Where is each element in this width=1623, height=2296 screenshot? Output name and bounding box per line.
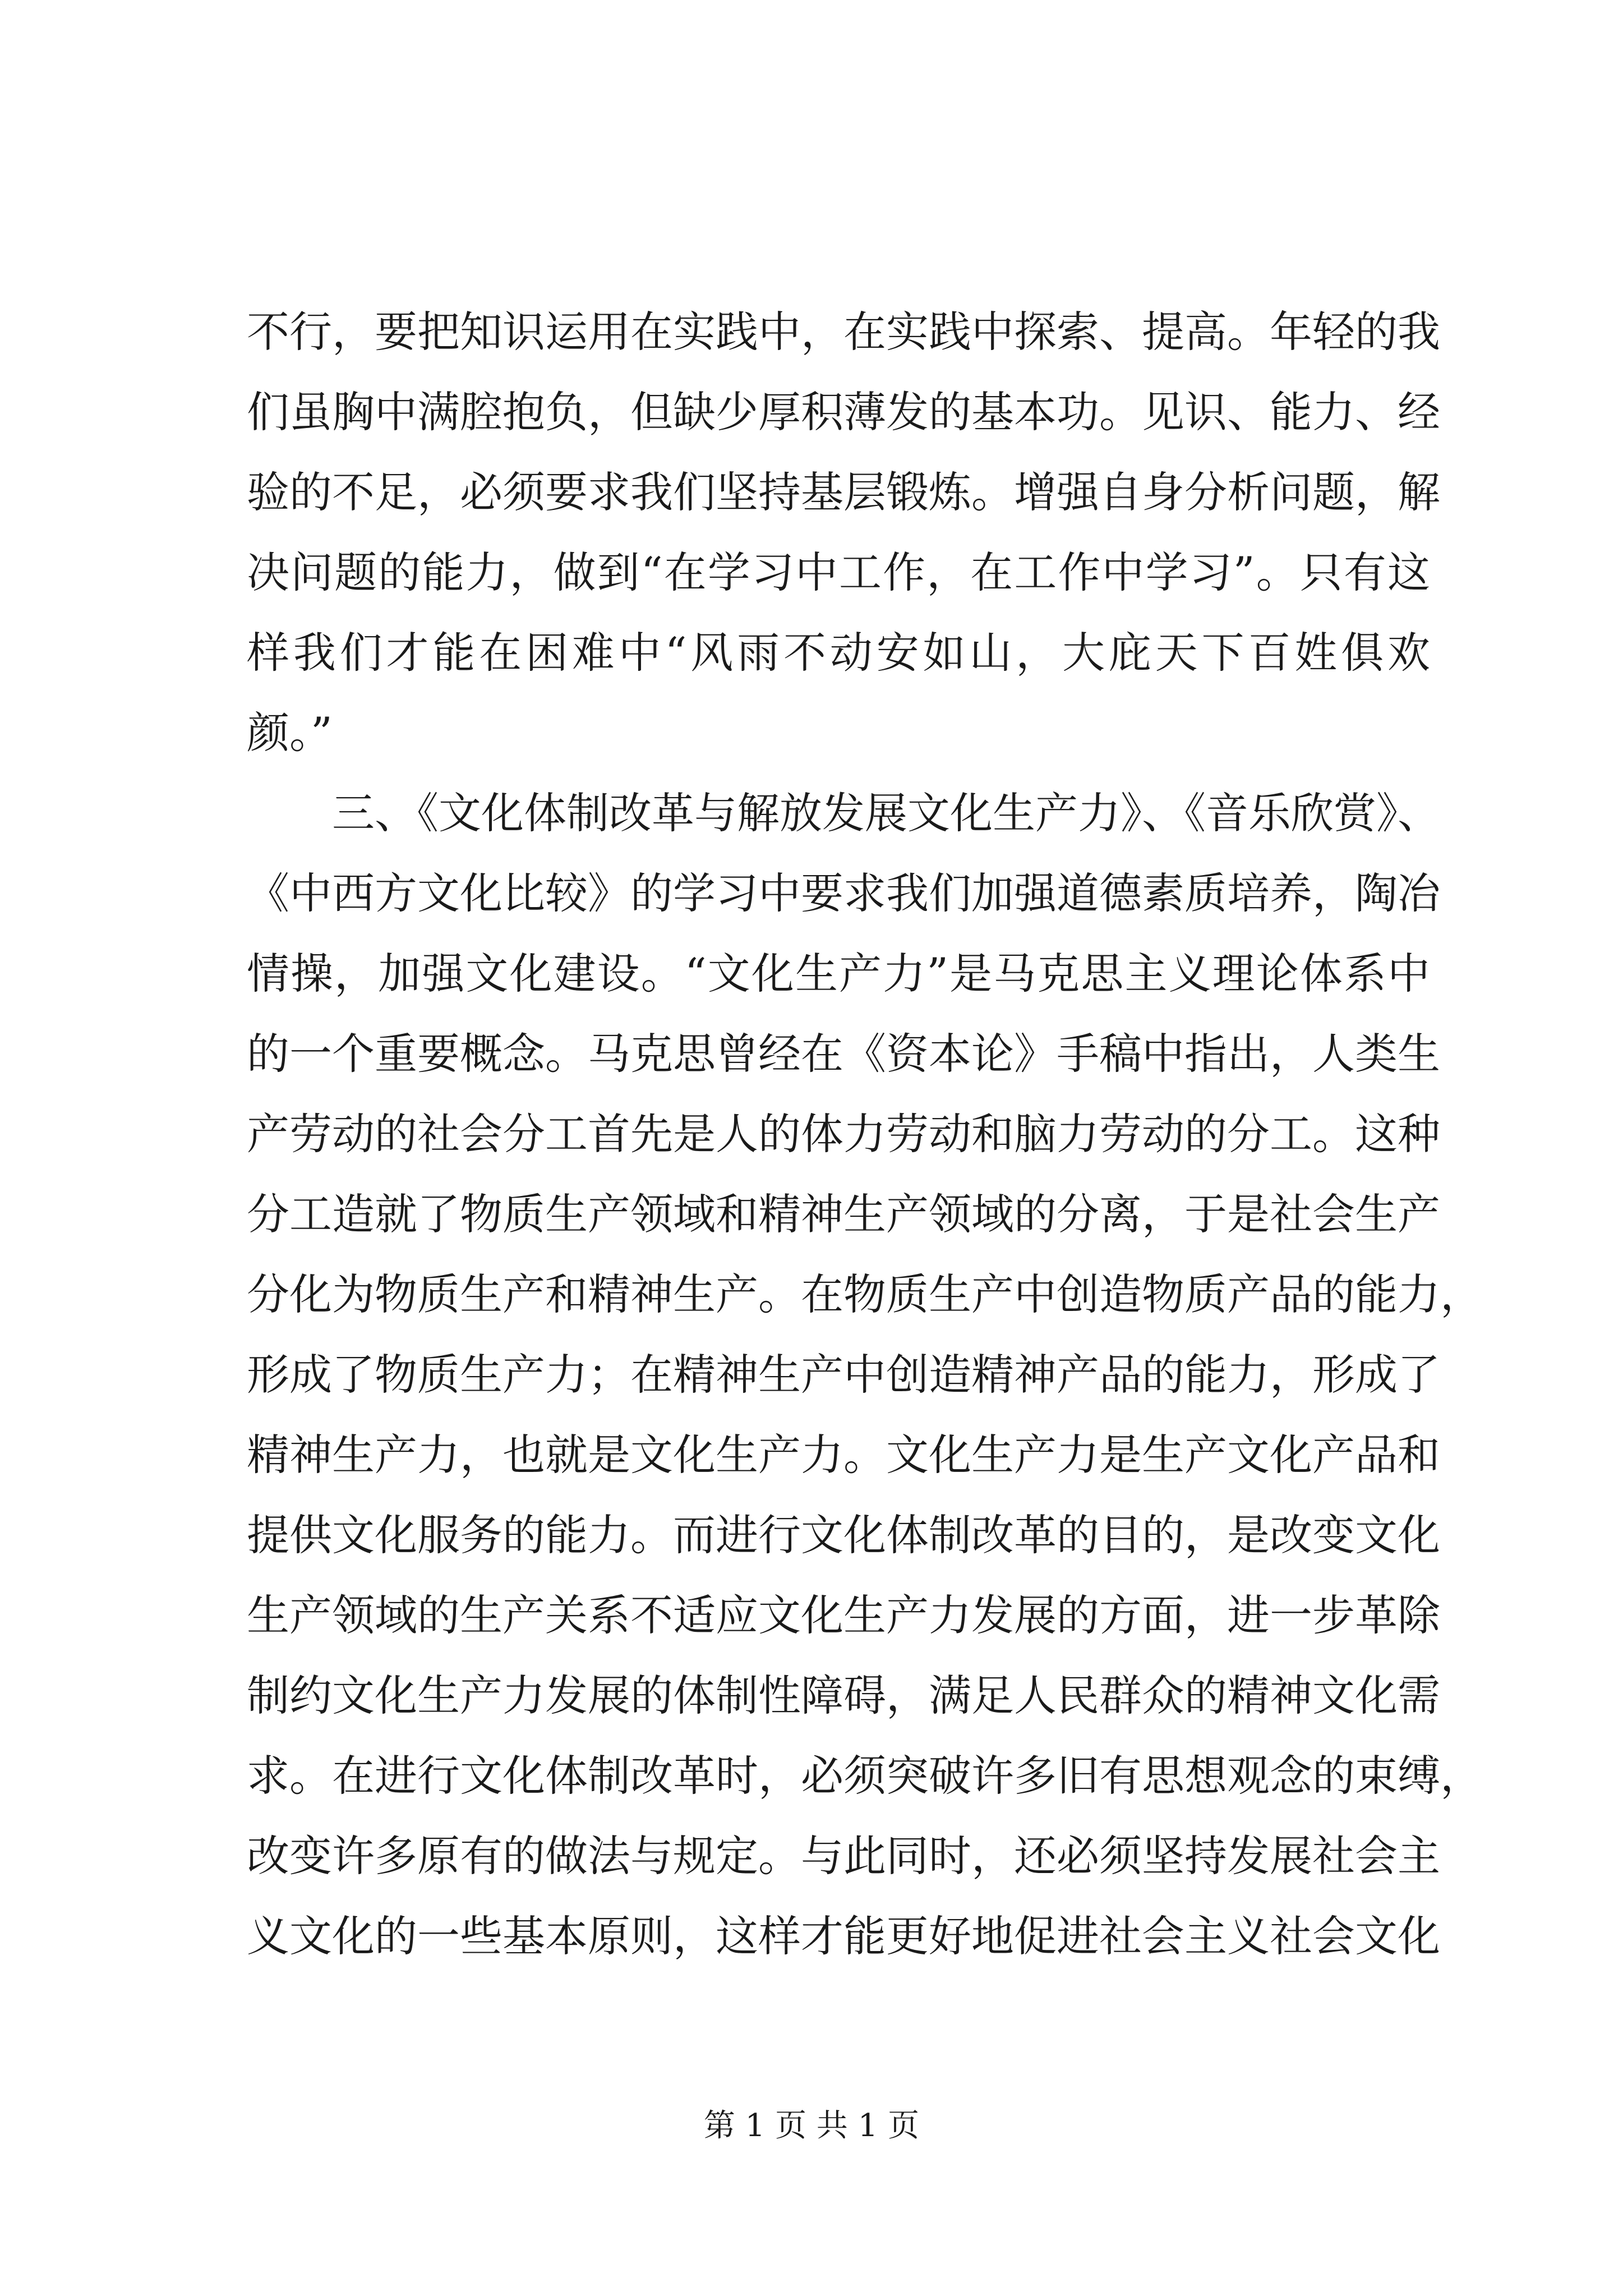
paragraph-2	[247, 773, 1483, 1976]
text-line: 验的不足，必须要求我们坚持基层锻炼。增强自身分析问题，解	[247, 467, 1440, 517]
text-line: 颜。”	[247, 708, 333, 758]
text-line: 求。在进行文化体制改革时，必须突破许多旧有思想观念的束缚，	[247, 1751, 1483, 1801]
text-line: 生产领域的生产关系不适应文化生产力发展的方面，进一步革除	[247, 1590, 1440, 1640]
text-line: 决问题的能力，做到“在学习中工作，在工作中学习”。只有这	[247, 547, 1430, 597]
text-line: 分化为物质生产和精神生产。在物质生产中创造物质产品的能力，	[247, 1269, 1483, 1319]
text-line: 产劳动的社会分工首先是人的体力劳动和脑力劳动的分工。这种	[247, 1109, 1440, 1159]
text-line: 的一个重要概念。马克思曾经在《资本论》手稿中指出，人类生	[247, 1029, 1440, 1079]
text-line: 制约文化生产力发展的体制性障碍，满足人民群众的精神文化需	[247, 1671, 1440, 1720]
page-footer: 第 1 页 共 1 页	[703, 2108, 920, 2144]
text-line: 们虽胸中满腔抱负，但缺少厚积薄发的基本功。见识、能力、经	[247, 387, 1440, 437]
paragraph-1	[247, 292, 1440, 773]
text-line: 不行，要把知识运用在实践中，在实践中探索、提高。年轻的我	[247, 307, 1440, 357]
text-line: 三、《文化体制改革与解放发展文化生产力》、《音乐欣赏》、	[332, 788, 1440, 838]
text-line: 义文化的一些基本原则，这样才能更好地促进社会主义社会文化	[247, 1911, 1440, 1961]
text-line: 形成了物质生产力；在精神生产中创造精神产品的能力，形成了	[247, 1350, 1440, 1400]
text-line: 情操，加强文化建设。“文化生产力”是马克思主义理论体系中	[247, 949, 1430, 999]
document-body	[247, 292, 1483, 1976]
text-line: 样我们才能在困难中“风雨不动安如山，大庇天下百姓俱欢	[247, 628, 1430, 678]
text-line: 分工造就了物质生产领域和精神生产领域的分离，于是社会生产	[247, 1189, 1440, 1239]
text-line: 提供文化服务的能力。而进行文化体制改革的目的，是改变文化	[247, 1510, 1440, 1560]
text-line: 精神生产力，也就是文化生产力。文化生产力是生产文化产品和	[247, 1430, 1440, 1480]
text-line: 《中西方文化比较》的学习中要求我们加强道德素质培养，陶冶	[247, 868, 1440, 918]
text-line: 改变许多原有的做法与规定。与此同时，还必须坚持发展社会主	[247, 1831, 1440, 1881]
